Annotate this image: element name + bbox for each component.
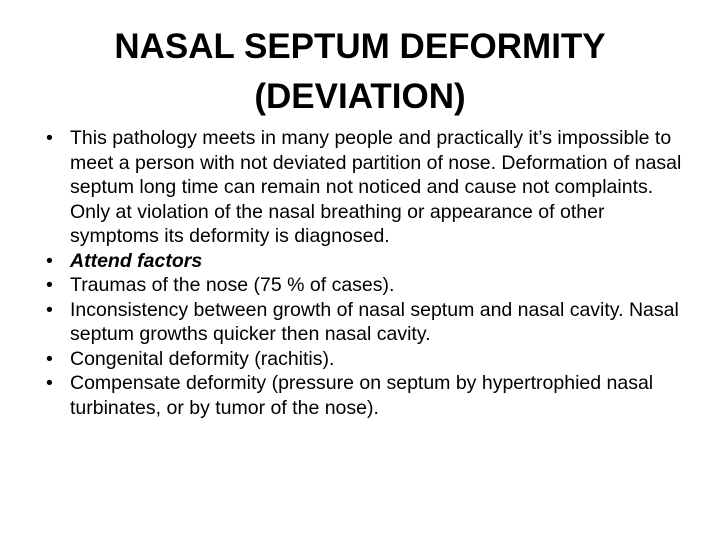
bullet-text: Traumas of the nose (75 % of cases). <box>70 274 395 296</box>
bullet-item-intro <box>46 126 696 249</box>
bullet-marker: • <box>46 127 53 149</box>
bullet-item-congenital <box>46 347 696 372</box>
bullet-marker: • <box>46 298 53 321</box>
bullet-text: Inconsistency between growth of nasal septum and nasal cavity. Nasal septum growths quicker then nasal cavity. <box>70 298 679 345</box>
bullet-item-inconsistency <box>46 298 696 347</box>
bullet-text: This pathology meets in many people and practically it’s impossible to meet a person with not deviated partition of nose. Deformation of nasal septum long time can remain not noticed and cause not complaints. Only at violation of the nasal breathing or appearance of other symptoms its deformity is diagnosed. <box>70 127 682 247</box>
slide-title <box>60 22 660 122</box>
bullet-text-heading: Attend factors <box>70 249 203 272</box>
bullet-marker: • <box>46 249 53 272</box>
bullet-item-compensate <box>46 371 696 420</box>
bullet-text: Congenital deformity (rachitis). <box>70 347 335 370</box>
slide-title-line-1: NASAL SEPTUM DEFORMITY <box>114 27 606 66</box>
bullet-marker: • <box>46 347 53 370</box>
bullet-item-attend-factors <box>46 249 696 274</box>
bullet-list <box>46 126 696 420</box>
bullet-marker: • <box>46 274 53 296</box>
bullet-marker: • <box>46 372 53 394</box>
bullet-text: Compensate deformity (pressure on septum by hypertrophied nasal turbinates, or by tumor of the nose). <box>70 372 654 419</box>
bullet-item-traumas <box>46 273 696 298</box>
slide-title-line-2: (DEVIATION) <box>254 77 466 116</box>
